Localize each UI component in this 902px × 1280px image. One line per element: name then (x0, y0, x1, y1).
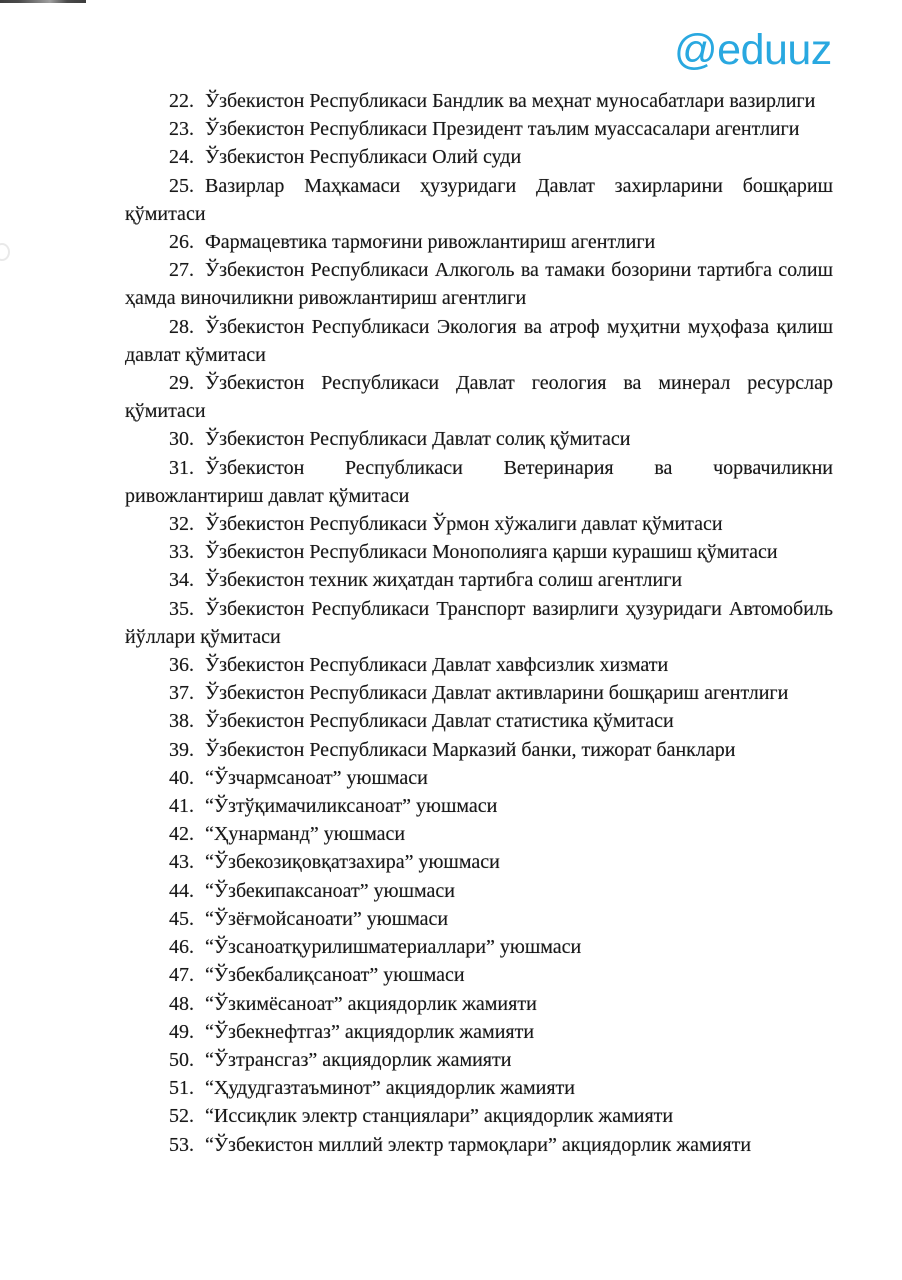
item-number: 49. (169, 1020, 194, 1043)
item-text: Вазирлар Маҳкамаси ҳузуридаги Давлат захирларини бошқариш қўмитаси (125, 174, 833, 225)
list-item (125, 961, 833, 989)
item-text: “Ўзкимёсаноат” акциядорлик жамияти (205, 992, 537, 1015)
item-number: 45. (169, 907, 194, 930)
item-text: Ўзбекистон Республикаси Давлат статистика қўмитаси (205, 710, 674, 733)
item-number: 27. (169, 259, 194, 282)
item-number: 33. (169, 541, 194, 564)
item-text: “Ҳунарманд” уюшмаси (205, 823, 406, 846)
document-list (125, 87, 833, 1159)
item-number: 48. (169, 992, 194, 1015)
item-text: “Иссиқлик электр станциялари” акциядорлик жамияти (205, 1105, 674, 1128)
item-number: 47. (169, 964, 194, 987)
item-text: “Ўзбекозиқовқатзахира” уюшмаси (205, 851, 500, 874)
item-number: 22. (169, 90, 194, 112)
item-number: 46. (169, 936, 194, 959)
list-item (125, 313, 833, 369)
list-item (125, 707, 833, 735)
item-text: Ўзбекистон Республикаси Экология ва атроф муҳитни муҳофаза қилиш давлат қўмитаси (125, 315, 833, 366)
item-number: 31. (169, 456, 194, 479)
item-text: Ўзбекистон Республикаси Марказий банки, тижорат банклари (205, 738, 736, 761)
item-number: 38. (169, 710, 194, 733)
list-item (125, 538, 833, 566)
item-text: “Ўзбекнефтгаз” акциядорлик жамияти (205, 1020, 535, 1043)
item-text: Ўзбекистон Республикаси Алкоголь ва тамаки бозорини тартибга солиш ҳамда виночиликни ривожлантириш агентлиги (125, 259, 833, 310)
item-text: “Ўзтрансгаз” акциядорлик жамияти (205, 1048, 512, 1071)
item-number: 43. (169, 851, 194, 874)
list-item (125, 651, 833, 679)
item-number: 35. (169, 597, 194, 620)
item-text: “Ўзёғмойсаноати” уюшмаси (205, 907, 449, 930)
item-text: Ўзбекистон Республикаси Давлат хавфсизлик хизмати (205, 654, 669, 677)
list-item (125, 256, 833, 312)
item-text: “Ўзсаноатқурилишматериаллари” уюшмаси (205, 936, 582, 959)
scan-artifact-left-edge (0, 243, 10, 261)
list-item (125, 1102, 833, 1130)
list-item (125, 454, 833, 510)
eduuz-watermark: @eduuz (674, 26, 832, 74)
item-number: 36. (169, 654, 194, 677)
item-text: Ўзбекистон Республикаси Давлат активларини бошқариш агентлиги (205, 682, 789, 705)
item-number: 30. (169, 428, 194, 451)
item-number: 50. (169, 1048, 194, 1071)
item-text: “Ўзбекистон миллий электр тармоқлари” акциядорлик жамияти (205, 1133, 752, 1156)
item-number: 23. (169, 118, 194, 141)
item-number: 41. (169, 795, 194, 818)
list-item (125, 595, 833, 651)
item-text: Фармацевтика тармоғини ривожлантириш агентлиги (205, 231, 656, 254)
item-number: 24. (169, 146, 194, 169)
list-item (125, 369, 833, 425)
item-number: 44. (169, 879, 194, 902)
item-text: “Ўзчармсаноат” уюшмаси (205, 766, 428, 789)
item-text: Ўзбекистон Республикаси Монополияга қарши курашиш қўмитаси (205, 541, 778, 564)
item-number: 32. (169, 513, 194, 536)
list-item (125, 905, 833, 933)
list-item (125, 679, 833, 707)
item-number: 40. (169, 766, 194, 789)
item-text: Ўзбекистон техник жиҳатдан тартибга солиш агентлиги (205, 569, 683, 592)
item-text: Ўзбекистон Республикаси Давлат солиқ қўмитаси (205, 428, 631, 451)
list-item (125, 228, 833, 256)
list-item (125, 425, 833, 453)
list-item (125, 115, 833, 143)
item-number: 34. (169, 569, 194, 592)
list-item (125, 87, 833, 115)
list-item (125, 848, 833, 876)
list-item (125, 877, 833, 905)
list-item (125, 1131, 833, 1159)
item-text: “Ўзтўқимачиликсаноат” уюшмаси (205, 795, 498, 818)
list-item (125, 1046, 833, 1074)
item-number: 26. (169, 231, 194, 254)
list-item (125, 566, 833, 594)
item-number: 25. (169, 174, 194, 197)
item-text: Ўзбекистон Республикаси Олий суди (205, 146, 522, 169)
item-text: “Ҳудудгазтаъминот” акциядорлик жамияти (205, 1077, 575, 1100)
list-item (125, 1018, 833, 1046)
item-number: 37. (169, 682, 194, 705)
list-item (125, 736, 833, 764)
list-item (125, 1074, 833, 1102)
item-text: Ўзбекистон Республикаси Президент таълим муассасалари агентлиги (205, 118, 800, 141)
item-number: 28. (169, 315, 194, 338)
item-number: 39. (169, 738, 194, 761)
list-item (125, 792, 833, 820)
item-number: 29. (169, 372, 194, 395)
item-text: Ўзбекистон Республикаси Транспорт вазирлиги ҳузуридаги Автомобиль йўллари қўмитаси (125, 597, 833, 648)
item-number: 53. (169, 1133, 194, 1156)
item-text: Ўзбекистон Республикаси Ўрмон хўжалиги давлат қўмитаси (205, 513, 723, 536)
list-item (125, 820, 833, 848)
item-text: Ўзбекистон Республикаси Бандлик ва меҳнат муносабатлари вазирлиги (205, 90, 816, 112)
scan-artifact-top-edge (0, 0, 86, 3)
list-item (125, 990, 833, 1018)
list-item (125, 172, 833, 228)
item-number: 51. (169, 1077, 194, 1100)
item-text: Ўзбекистон Республикаси Давлат геология ва минерал ресурслар қўмитаси (125, 372, 833, 423)
item-number: 42. (169, 823, 194, 846)
list-item (125, 933, 833, 961)
list-item (125, 764, 833, 792)
list-item (125, 143, 833, 171)
item-text: “Ўзбекипаксаноат” уюшмаси (205, 879, 455, 902)
item-text: Ўзбекистон Республикаси Ветеринария ва чорвачиликни ривожлантириш давлат қўмитаси (125, 456, 833, 507)
list-item (125, 510, 833, 538)
item-number: 52. (169, 1105, 194, 1128)
item-text: “Ўзбекбалиқсаноат” уюшмаси (205, 964, 465, 987)
